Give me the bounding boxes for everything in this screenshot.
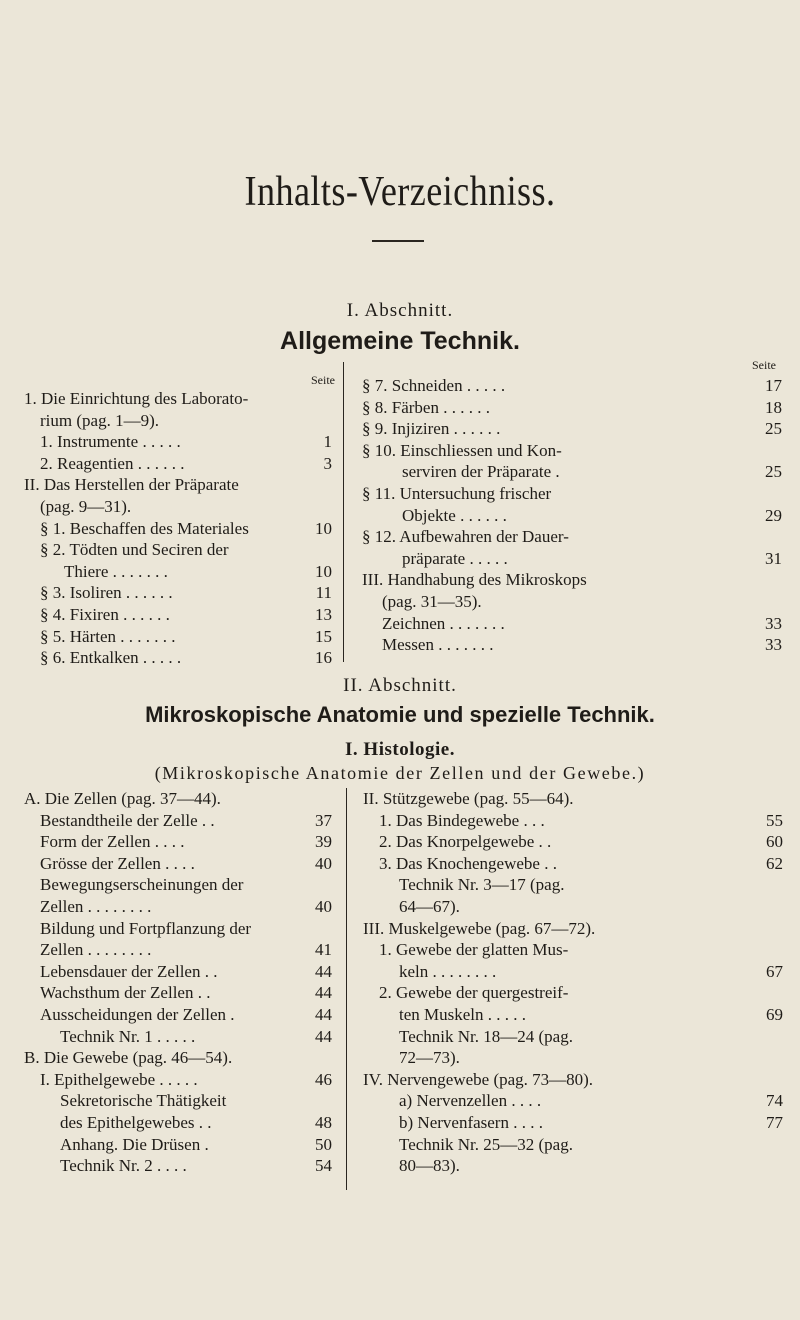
section2-label: II. Abschnitt. [343, 675, 457, 696]
toc-entry-title: § 1. Beschaffen des Materiales [40, 518, 249, 538]
toc-entry [24, 474, 332, 496]
toc-entry-page: 33 [765, 613, 782, 633]
toc-entry-title: § 8. Färben . . . . . . [362, 397, 490, 417]
toc-entry-title: b) Nervenfasern . . . . [399, 1112, 543, 1132]
section1-left-column [24, 388, 332, 669]
toc-entry-title: Technik Nr. 3—17 (pag. [399, 875, 565, 895]
toc-entry [363, 1026, 783, 1048]
toc-entry [363, 1090, 783, 1112]
toc-entry [363, 1004, 783, 1026]
toc-entry [362, 375, 782, 397]
toc-entry-page: 31 [765, 548, 782, 568]
toc-entry-title: § 4. Fixiren . . . . . . [40, 604, 170, 624]
toc-entry-title: 1. Das Bindegewebe . . . [379, 810, 545, 830]
toc-entry-page: 16 [315, 648, 332, 668]
toc-entry-title: Grösse der Zellen . . . . [40, 853, 195, 873]
toc-entry-page: 54 [315, 1156, 332, 1176]
toc-entry [362, 397, 782, 419]
histologie-heading: I. Histologie. [345, 739, 455, 760]
toc-entry-page: 60 [766, 832, 783, 852]
toc-entry [24, 582, 332, 604]
toc-entry-title: Lebensdauer der Zellen . . [40, 961, 218, 981]
toc-entry [362, 505, 782, 527]
toc-entry-page: 13 [315, 604, 332, 624]
toc-entry-title: I. Epithelgewebe . . . . . [40, 1069, 198, 1089]
toc-entry [24, 518, 332, 540]
toc-entry [363, 939, 783, 961]
toc-entry-page: 29 [765, 505, 782, 525]
toc-entry-page: 46 [315, 1069, 332, 1089]
toc-entry-page: 41 [315, 940, 332, 960]
section2-divider [346, 788, 347, 1190]
toc-entry [24, 961, 332, 983]
toc-entry-title: Technik Nr. 18—24 (pag. [399, 1026, 573, 1046]
toc-entry [363, 810, 783, 832]
toc-entry [363, 982, 783, 1004]
toc-entry-title: Thiere . . . . . . . [64, 561, 168, 581]
toc-entry-title: III. Muskelgewebe (pag. 67—72). [363, 918, 596, 938]
toc-entry [362, 418, 782, 440]
toc-entry [24, 1069, 332, 1091]
toc-entry [363, 1047, 783, 1069]
toc-entry-title: Zellen . . . . . . . . [40, 940, 152, 960]
toc-entry [24, 647, 332, 669]
toc-entry [24, 496, 332, 518]
toc-entry-title: präparate . . . . . [402, 548, 508, 568]
toc-entry-page: 50 [315, 1134, 332, 1154]
toc-entry-title: (pag. 31—35). [382, 591, 482, 611]
toc-entry [24, 874, 332, 896]
toc-entry-page: 77 [766, 1112, 783, 1132]
toc-entry-title: Technik Nr. 2 . . . . [60, 1156, 187, 1176]
section1-divider [343, 362, 344, 662]
toc-entry-title: § 5. Härten . . . . . . . [40, 626, 176, 646]
toc-entry [363, 874, 783, 896]
toc-entry-title: § 12. Aufbewahren der Dauer- [362, 527, 569, 547]
seite-header-left: Seite [311, 373, 335, 387]
toc-entry-page: 55 [766, 810, 783, 830]
toc-entry-title: 1. Instrumente . . . . . [40, 432, 181, 452]
toc-entry [24, 810, 332, 832]
toc-entry [24, 982, 332, 1004]
toc-entry-page: 40 [315, 896, 332, 916]
toc-entry-title: 72—73). [399, 1048, 460, 1068]
toc-entry-page: 15 [315, 626, 332, 646]
toc-entry-page: 10 [315, 518, 332, 538]
toc-entry-title: (pag. 9—31). [40, 496, 132, 516]
toc-entry [363, 1155, 783, 1177]
toc-entry-title: 64—67). [399, 896, 460, 916]
toc-entry-page: 3 [323, 453, 332, 473]
toc-entry-title: 2. Gewebe der quergestreif- [379, 983, 569, 1003]
toc-entry-title: 80—83). [399, 1156, 460, 1176]
toc-entry [24, 453, 332, 475]
toc-entry-title: Sekretorische Thätigkeit [60, 1091, 227, 1111]
toc-entry-title: Ausscheidungen der Zellen . [40, 1004, 235, 1024]
section1-heading: Allgemeine Technik. [280, 327, 520, 355]
toc-entry-page: 25 [765, 419, 782, 439]
histologie-subtitle: (Mikroskopische Anatomie der Zellen und der Gewebe.) [154, 763, 646, 783]
toc-entry [24, 539, 332, 561]
toc-entry-title: B. Die Gewebe (pag. 46—54). [24, 1048, 233, 1068]
toc-entry-title: § 6. Entkalken . . . . . [40, 648, 182, 668]
toc-entry [363, 896, 783, 918]
toc-entry-page: 48 [315, 1112, 332, 1132]
toc-entry [24, 1090, 332, 1112]
toc-entry [362, 440, 782, 462]
toc-entry-title: 1. Gewebe der glatten Mus- [379, 940, 569, 960]
toc-entry-page: 44 [315, 1026, 332, 1046]
page-title: Inhalts-Verzeichniss. [244, 169, 556, 215]
section2-heading: Mikroskopische Anatomie und spezielle Technik. [145, 702, 655, 727]
toc-entry [24, 431, 332, 453]
toc-entry-title: serviren der Präparate . [402, 462, 560, 482]
seite-header-right: Seite [752, 358, 776, 372]
toc-entry-title: Wachsthum der Zellen . . [40, 983, 211, 1003]
toc-entry [24, 1026, 332, 1048]
toc-entry-title: III. Handhabung des Mikroskops [362, 570, 587, 590]
toc-entry-title: keln . . . . . . . . [399, 961, 497, 981]
toc-entry-page: 37 [315, 810, 332, 830]
toc-entry [24, 918, 332, 940]
toc-entry-title: Messen . . . . . . . [382, 635, 494, 655]
toc-entry-page: 69 [766, 1004, 783, 1024]
toc-entry [24, 853, 332, 875]
toc-entry [362, 548, 782, 570]
toc-entry-title: des Epithelgewebes . . [60, 1112, 212, 1132]
toc-entry-title: Bildung und Fortpflanzung der [40, 918, 252, 938]
toc-entry-page: 33 [765, 635, 782, 655]
toc-entry-title: Anhang. Die Drüsen . [60, 1134, 209, 1154]
section2-right-column [363, 788, 783, 1177]
toc-entry-title: II. Stützgewebe (pag. 55—64). [363, 789, 574, 808]
toc-entry [24, 1004, 332, 1026]
toc-entry-page: 17 [765, 376, 782, 395]
toc-entry-title: § 7. Schneiden . . . . . [362, 376, 506, 395]
section1-right-column [362, 375, 782, 656]
toc-entry-title: Zeichnen . . . . . . . [382, 613, 505, 633]
toc-entry-title: § 3. Isoliren . . . . . . [40, 583, 173, 603]
toc-entry [24, 1047, 332, 1069]
toc-entry [24, 831, 332, 853]
toc-entry-page: 74 [766, 1091, 783, 1111]
toc-entry-title: II. Das Herstellen der Präparate [24, 475, 239, 495]
toc-entry [24, 939, 332, 961]
toc-entry-title: Form der Zellen . . . . [40, 832, 185, 852]
title-rule [372, 240, 424, 242]
toc-entry-title: rium (pag. 1—9). [40, 410, 159, 430]
toc-entry-title: 3. Das Knochengewebe . . [379, 853, 557, 873]
toc-entry [362, 526, 782, 548]
toc-entry [362, 634, 782, 656]
toc-entry [24, 1112, 332, 1134]
toc-entry-title: IV. Nervengewebe (pag. 73—80). [363, 1069, 594, 1089]
toc-entry-title: § 11. Untersuchung frischer [362, 483, 552, 503]
toc-entry-page: 1 [323, 432, 332, 452]
toc-entry [362, 613, 782, 635]
toc-entry-page: 39 [315, 832, 332, 852]
toc-entry-title: a) Nervenzellen . . . . [399, 1091, 542, 1111]
toc-entry-title: Objekte . . . . . . [402, 505, 507, 525]
toc-entry [363, 961, 783, 983]
toc-entry-title: § 2. Tödten und Seciren der [40, 540, 229, 560]
toc-entry [363, 1134, 783, 1156]
toc-entry [363, 1069, 783, 1091]
toc-entry [363, 788, 783, 810]
toc-entry [24, 604, 332, 626]
toc-entry [363, 853, 783, 875]
toc-entry [362, 569, 782, 591]
toc-entry [363, 918, 783, 940]
toc-entry [24, 626, 332, 648]
toc-entry [362, 483, 782, 505]
toc-entry-page: 18 [765, 397, 782, 417]
toc-entry [24, 561, 332, 583]
toc-entry-title: 1. Die Einrichtung des Laborato- [24, 389, 249, 408]
toc-entry-page: 62 [766, 853, 783, 873]
toc-entry-title: Zellen . . . . . . . . [40, 896, 152, 916]
toc-entry-page: 44 [315, 1004, 332, 1024]
toc-entry-page: 44 [315, 961, 332, 981]
toc-entry-title: § 10. Einschliessen und Kon- [362, 440, 562, 460]
toc-entry-page: 44 [315, 983, 332, 1003]
toc-entry-title: ten Muskeln . . . . . [399, 1004, 527, 1024]
toc-entry-page: 67 [766, 961, 783, 981]
toc-entry-title: 2. Das Knorpelgewebe . . [379, 832, 552, 852]
toc-entry-title: § 9. Injiziren . . . . . . [362, 419, 501, 439]
toc-entry-page: 40 [315, 853, 332, 873]
toc-entry [24, 1155, 332, 1177]
toc-entry [24, 788, 332, 810]
toc-entry [362, 591, 782, 613]
toc-entry [24, 1134, 332, 1156]
toc-entry [24, 388, 332, 410]
toc-entry-page: 10 [315, 561, 332, 581]
toc-entry-title: Bewegungserscheinungen der [40, 875, 244, 895]
toc-entry [363, 1112, 783, 1134]
toc-entry-title: Technik Nr. 1 . . . . . [60, 1026, 196, 1046]
toc-entry-title: Bestandtheile der Zelle . . [40, 810, 215, 830]
toc-entry-page: 11 [315, 583, 332, 603]
toc-entry [24, 410, 332, 432]
toc-entry-title: Technik Nr. 25—32 (pag. [399, 1134, 573, 1154]
section2-left-column [24, 788, 332, 1177]
toc-entry-title: 2. Reagentien . . . . . . [40, 453, 185, 473]
toc-entry [362, 461, 782, 483]
section1-label: I. Abschnitt. [346, 300, 454, 321]
toc-entry-title: A. Die Zellen (pag. 37—44). [24, 789, 221, 808]
toc-entry [24, 896, 332, 918]
toc-entry [363, 831, 783, 853]
toc-entry-page: 25 [765, 462, 782, 482]
